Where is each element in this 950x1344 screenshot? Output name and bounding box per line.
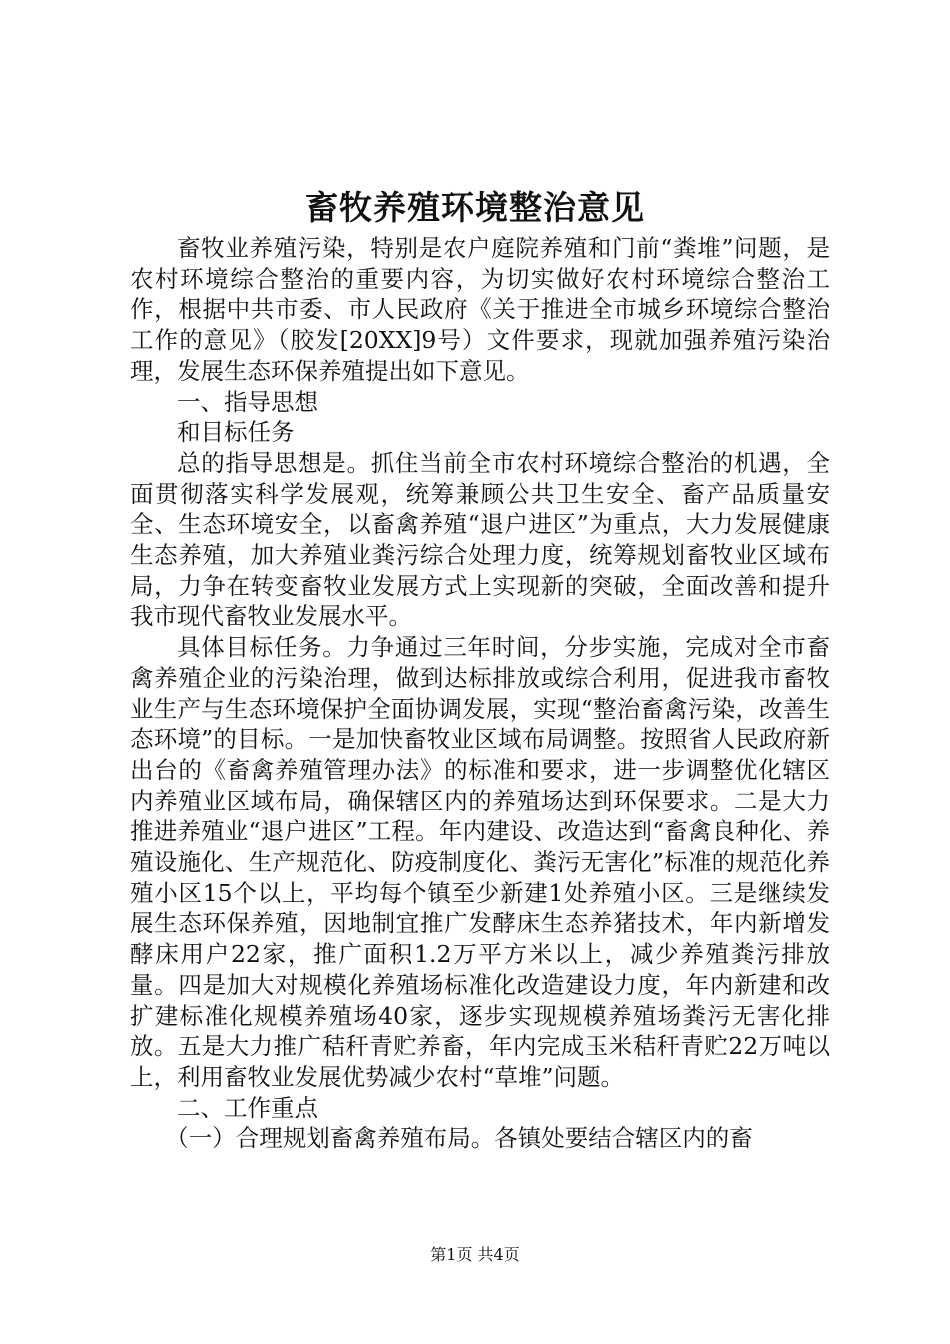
page-footer: 第1页 共4页 (430, 1245, 520, 1264)
section-heading-1-cont: 和目标任务 (177, 418, 295, 447)
list-item-1: （一）合理规划畜禽养殖布局。各镇处要结合辖区内的畜 (165, 1124, 753, 1153)
document-title: 畜牧养殖环境整治意见 (305, 188, 645, 227)
paragraph-guiding-thought: 总的指导思想是。抓住当前全市农村环境综合整治的机遇，全面贯彻落实科学发展观，统筹兼顾公共卫生安全、畜产品质量安全、生态环境安全，以畜禽养殖“退户进区”为重点，大力发展健康生态养殖，加大养殖业粪污综合处理力度，统筹规划畜牧业区域布局，力争在转变畜牧业发展方式上实现新的突破，全面改善和提升我市现代畜牧业发展水平。 (130, 448, 830, 631)
section-heading-2: 二、工作重点 (177, 1093, 318, 1122)
paragraph-intro: 畜牧业养殖污染，特别是农户庭院养殖和门前“粪堆”问题，是农村环境综合整治的重要内容，为切实做好农村环境综合整治工作，根据中共市委、市人民政府《关于推进全市城乡环境综合整治工作的意见》（胶发[20XX]9号）文件要求，现就加强养殖污染治理，发展生态环保养殖提出如下意见。 (130, 234, 830, 385)
document-body (130, 233, 830, 1154)
paragraph-targets: 具体目标任务。力争通过三年时间，分步实施，完成对全市畜禽养殖企业的污染治理，做到达标排放或综合利用，促进我市畜牧业生产与生态环境保护全面协调发展，实现“整治畜禽污染，改善生态环境”的目标。一是加快畜牧业区域布局调整。按照省人民政府新出台的《畜禽养殖管理办法》的标准和要求，进一步调整优化辖区内养殖业区域布局，确保辖区内的养殖场达到环保要求。二是大力推进养殖业“退户进区”工程。年内建设、改造达到“畜禽良种化、养殖设施化、生产规范化、防疫制度化、粪污无害化”标准的规范化养殖小区15个以上，平均每个镇至少新建1处养殖小区。三是继续发展生态环保养殖，因地制宜推广发酵床生态养猪技术，年内新增发酵床用户22家，推广面积1.2万平方米以上，减少养殖粪污排放量。四是加大对规模化养殖场标准化改造建设力度，年内新建和改扩建标准化规模养殖场40家，逐步实现规模养殖场粪污无害化排放。五是大力推广秸秆青贮养畜，年内完成玉米秸秆青贮22万吨以上，利用畜牧业发展优势减少农村“草堆”问题。 (130, 633, 830, 1091)
section-heading-1: 一、指导思想 (177, 387, 318, 416)
